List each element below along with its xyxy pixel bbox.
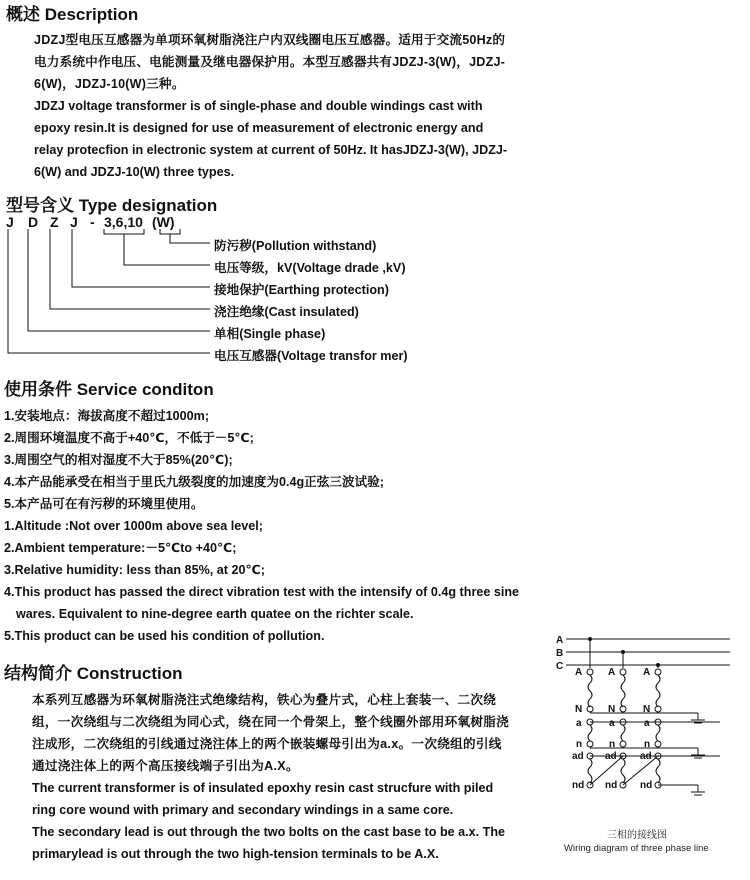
construction-en-paragraph-1: The current transformer is of insulated epoxhy resin cast strucfure with piled ring core wound with primary and secondary windings in a same core. [32,781,494,817]
label-single-phase: 单相(Single phase) [214,327,326,341]
service-item-en-5: 5.This product can be used his condition of pollution. [4,629,325,643]
label-voltage-transformer: 电压互感器(Voltage transfor mer) [214,349,408,363]
terminal-label-sn2: n [609,739,616,750]
bus-label-a: A [556,635,564,646]
model-w: (W) [152,214,175,230]
terminal-label-a2: A [608,667,616,678]
terminal-label-nd1: nd [572,780,585,791]
description-cn-paragraph: JDZJ型电压互感器为单项环氧树脂浇注户内双线圈电压互感器。适用于交流50Hz的电力系统中作电压、电能测量及继电器保护用。本型互感器共有JDZJ-3(W)，JDZJ-6(W)，JDZJ-10(W)三种。 [34,33,506,91]
service-item-en-2: 2.Ambient temperature:－5℃to +40℃; [4,541,237,555]
type-designation-heading: 型号含义 Type designation [6,196,218,215]
terminal-label-ad1: ad [572,751,584,762]
wiring-caption-cn: 三相的接线图 [607,830,667,841]
vt-unit-3 [655,669,661,788]
bus-label-c: C [556,661,564,672]
service-item-cn-2: 2.周围环境温度不高于+40℃，不低于－5℃; [4,431,254,445]
terminal-label-n2: N [608,704,616,715]
model-char-j2: J [70,214,78,230]
model-char-dash: - [90,214,95,230]
wiring-caption-en: Wiring diagram of three phase line [564,843,709,854]
construction-heading: 结构简介 Construction [4,664,183,683]
construction-cn-paragraph: 本系列互感器为环氧树脂浇注式绝缘结构，铁心为叠片式，心柱上套装一、二次绕组，一次绕组与二次绕组为同心式，绕在同一个骨架上，整个线圈外部用环氧树脂浇注成形，二次绕组的引线通过浇注体上的两个嵌装螺母引出为a.x。一次绕组的引线通过浇注体上的两个高压接线端子引出为A.X。 [32,693,510,773]
service-item-en-4: 4.This product has passed the direct vibration test with the intensify of 0.4g three sine [4,585,520,599]
model-char-j: J [6,214,14,230]
leader-voltage [104,229,210,265]
label-voltage: 电压等级，kV(Voltage drade ,kV) [214,261,406,275]
terminal-label-nd2: nd [605,780,618,791]
model-voltage: 3,6,10 [104,214,143,230]
terminal-label-n3: N [643,704,651,715]
service-item-cn-4: 4.本产品能承受在相当于里氏九级裂度的加速度为0.4g正弦三波试验; [4,475,384,489]
vt-unit-1 [587,669,593,788]
description-heading: 概述 Description [6,5,139,24]
terminal-label-sn3: n [644,739,651,750]
service-item-cn-5: 5.本产品可在有污秽的环境里使用。 [4,497,204,511]
construction-section [4,659,510,865]
terminal-label-sa2: a [609,718,615,729]
label-earthing: 接地保护(Earthing protection) [214,283,389,297]
terminal-label-n1: N [575,704,583,715]
terminal-label-ad2: ad [605,751,617,762]
leader-vt [8,229,210,353]
service-item-cn-1: 1.安装地点：海拔高度不超过1000m; [4,409,210,423]
terminal-label-sa1: a [576,718,582,729]
service-heading: 使用条件 Service conditon [4,380,214,399]
terminal-label-a3: A [643,667,651,678]
service-item-cn-3: 3.周围空气的相对湿度不大于85%(20℃); [4,453,233,467]
model-char-z: Z [50,214,59,230]
terminal-label-ad3: ad [640,751,652,762]
terminal-label-sn1: n [576,739,583,750]
label-cast: 浇注绝缘(Cast insulated) [214,305,359,319]
description-en-paragraph: JDZJ voltage transformer is of single-phase and double windings cast with epoxy resin.It is designed for use of measurement of electronic energy and relay protecfion in electronic system at current of 50Hz. It hasJDZJ-3(W), JDZJ-6(W) and JDZJ-10(W) three types. [34,99,508,179]
terminal-label-sa3: a [644,718,650,729]
leader-earthing [72,229,210,287]
bus-label-b: B [556,648,564,659]
label-pollution: 防污秽(Pollution withstand) [214,239,377,253]
construction-en-paragraph-2: The secondary lead is out through the two bolts on the cast base to be a.x. The primarylead is out through the two high-tension terminals to be A.X. [32,825,506,861]
vt-unit-2 [620,669,626,788]
leader-pollution [160,229,210,243]
service-section [4,375,524,647]
terminal-label-nd3: nd [640,780,653,791]
service-item-en-3: 3.Relative humidity: less than 85%, at 20℃; [4,563,265,577]
service-item-en-1: 1.Altitude :Not over 1000m above sea level; [4,519,263,533]
leader-cast [50,229,210,309]
description-section [6,0,512,183]
service-item-en-4-cont: wares. Equivalent to nine-degree earth quatee on the richter scale. [16,607,414,621]
terminal-label-a1: A [575,667,583,678]
leader-single [28,229,210,331]
model-char-d: D [28,214,39,230]
